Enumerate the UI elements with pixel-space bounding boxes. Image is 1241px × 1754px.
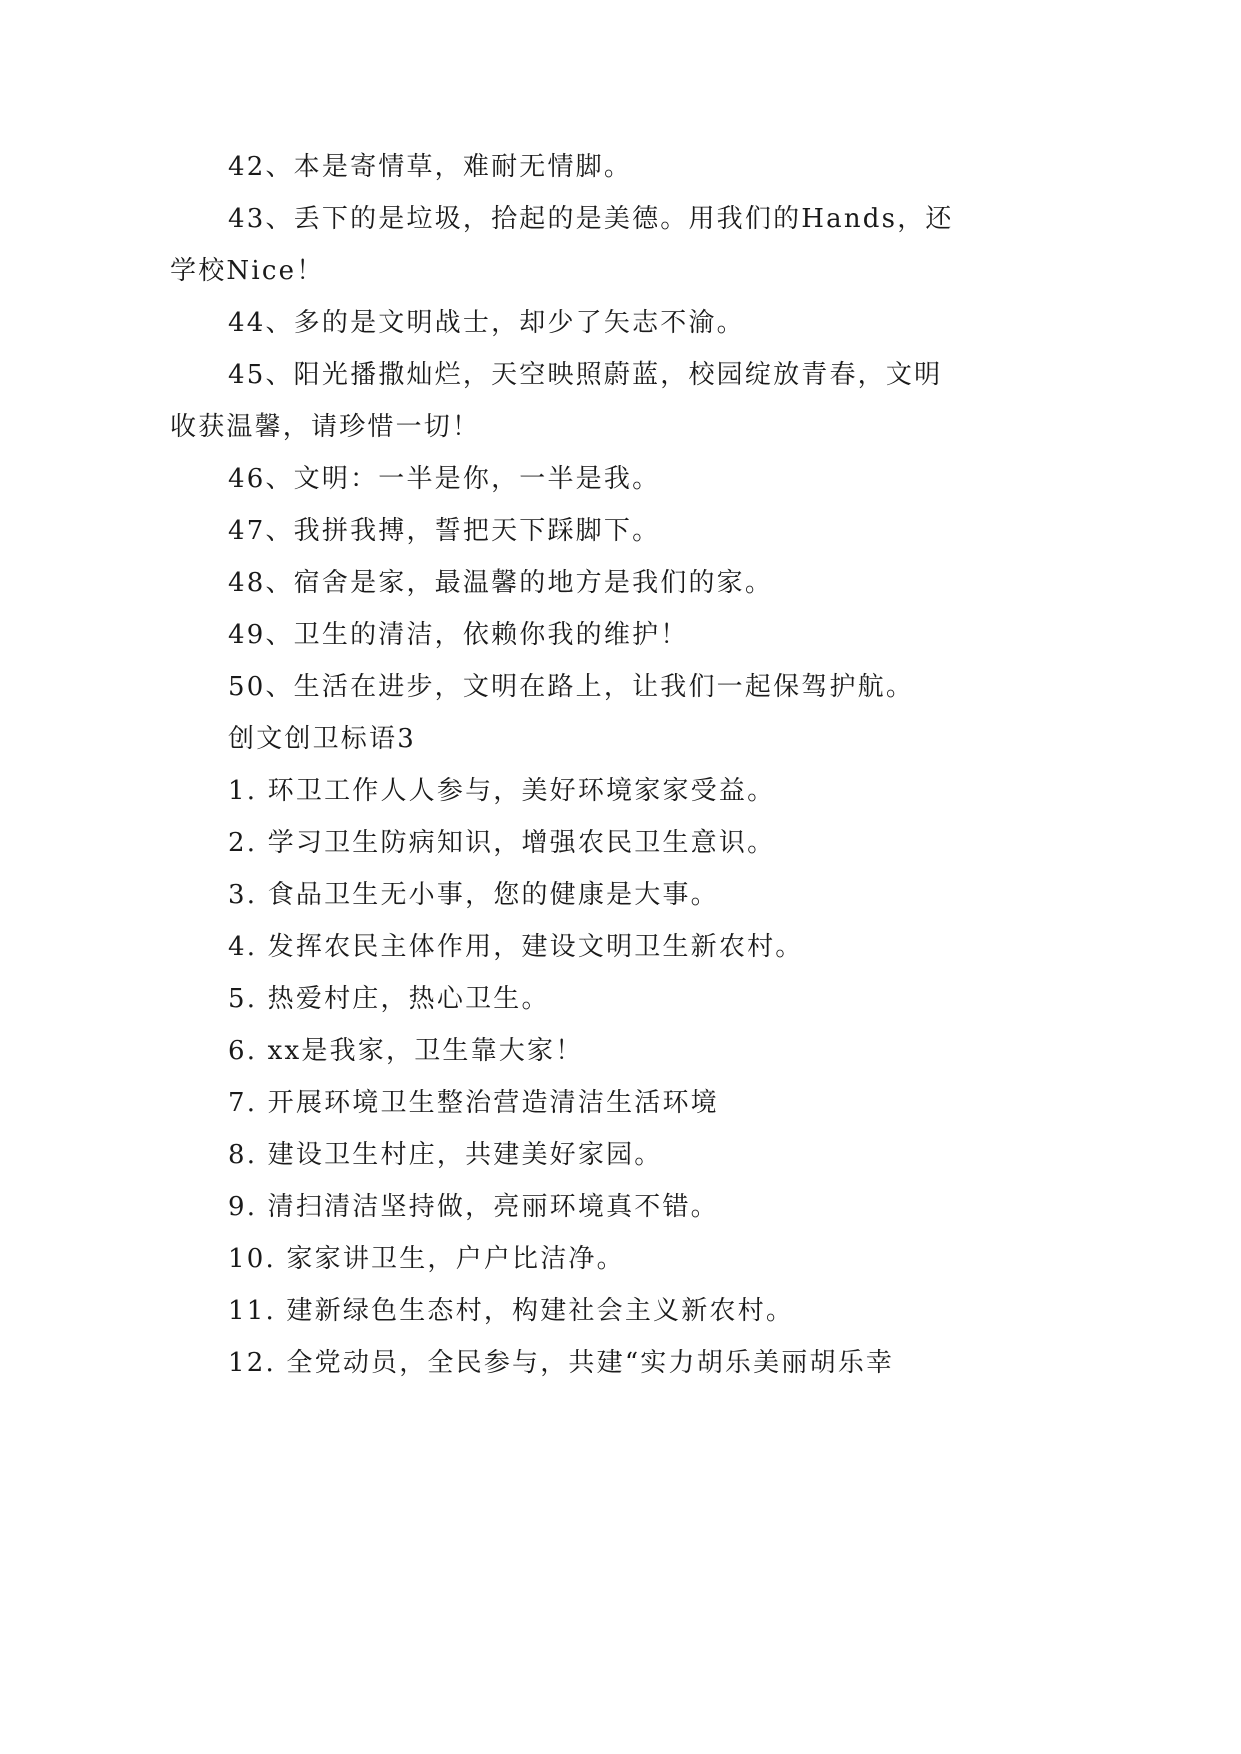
slogan-item-9: 9. 清扫清洁坚持做，亮丽环境真不错。 bbox=[228, 1192, 719, 1222]
slogan-item-7: 7. 开展环境卫生整治营造清洁生活环境 bbox=[228, 1088, 719, 1118]
slogan-44: 44、多的是文明战士，却少了矢志不渝。 bbox=[228, 308, 745, 338]
slogan-item-2: 2. 学习卫生防病知识，增强农民卫生意识。 bbox=[228, 828, 776, 858]
section-heading: 创文创卫标语3 bbox=[228, 724, 416, 754]
slogan-item-6: 6. xx是我家，卫生靠大家！ bbox=[228, 1036, 584, 1066]
document-body bbox=[170, 141, 970, 1389]
slogan-50: 50、生活在进步，文明在路上，让我们一起保驾护航。 bbox=[228, 672, 915, 702]
slogan-item-4: 4. 发挥农民主体作用，建设文明卫生新农村。 bbox=[228, 932, 804, 962]
slogan-43: 43、丢下的是垃圾，拾起的是美德。用我们的Hands，还学校Nice！ bbox=[170, 204, 954, 286]
slogan-42: 42、本是寄情草，难耐无情脚。 bbox=[228, 152, 633, 182]
slogan-item-1: 1. 环卫工作人人参与，美好环境家家受益。 bbox=[228, 776, 776, 806]
slogan-47: 47、我拼我搏，誓把天下踩脚下。 bbox=[228, 516, 661, 546]
slogan-item-12: 12. 全党动员，全民参与，共建“实力胡乐美丽胡乐幸 bbox=[228, 1348, 895, 1378]
slogan-item-8: 8. 建设卫生村庄，共建美好家园。 bbox=[228, 1140, 663, 1170]
slogan-item-5: 5. 热爱村庄，热心卫生。 bbox=[228, 984, 550, 1014]
slogan-48: 48、宿舍是家，最温馨的地方是我们的家。 bbox=[228, 568, 774, 598]
slogan-45: 45、阳光播撒灿烂，天空映照蔚蓝，校园绽放青春，文明收获温馨，请珍惜一切！ bbox=[170, 360, 943, 442]
slogan-item-11: 11. 建新绿色生态村，构建社会主义新农村。 bbox=[228, 1296, 795, 1326]
slogan-49: 49、卫生的清洁，依赖你我的维护！ bbox=[228, 620, 689, 650]
slogan-item-3: 3. 食品卫生无小事，您的健康是大事。 bbox=[228, 880, 719, 910]
slogan-46: 46、文明：一半是你，一半是我。 bbox=[228, 464, 661, 494]
slogan-item-10: 10. 家家讲卫生，户户比洁净。 bbox=[228, 1244, 625, 1274]
